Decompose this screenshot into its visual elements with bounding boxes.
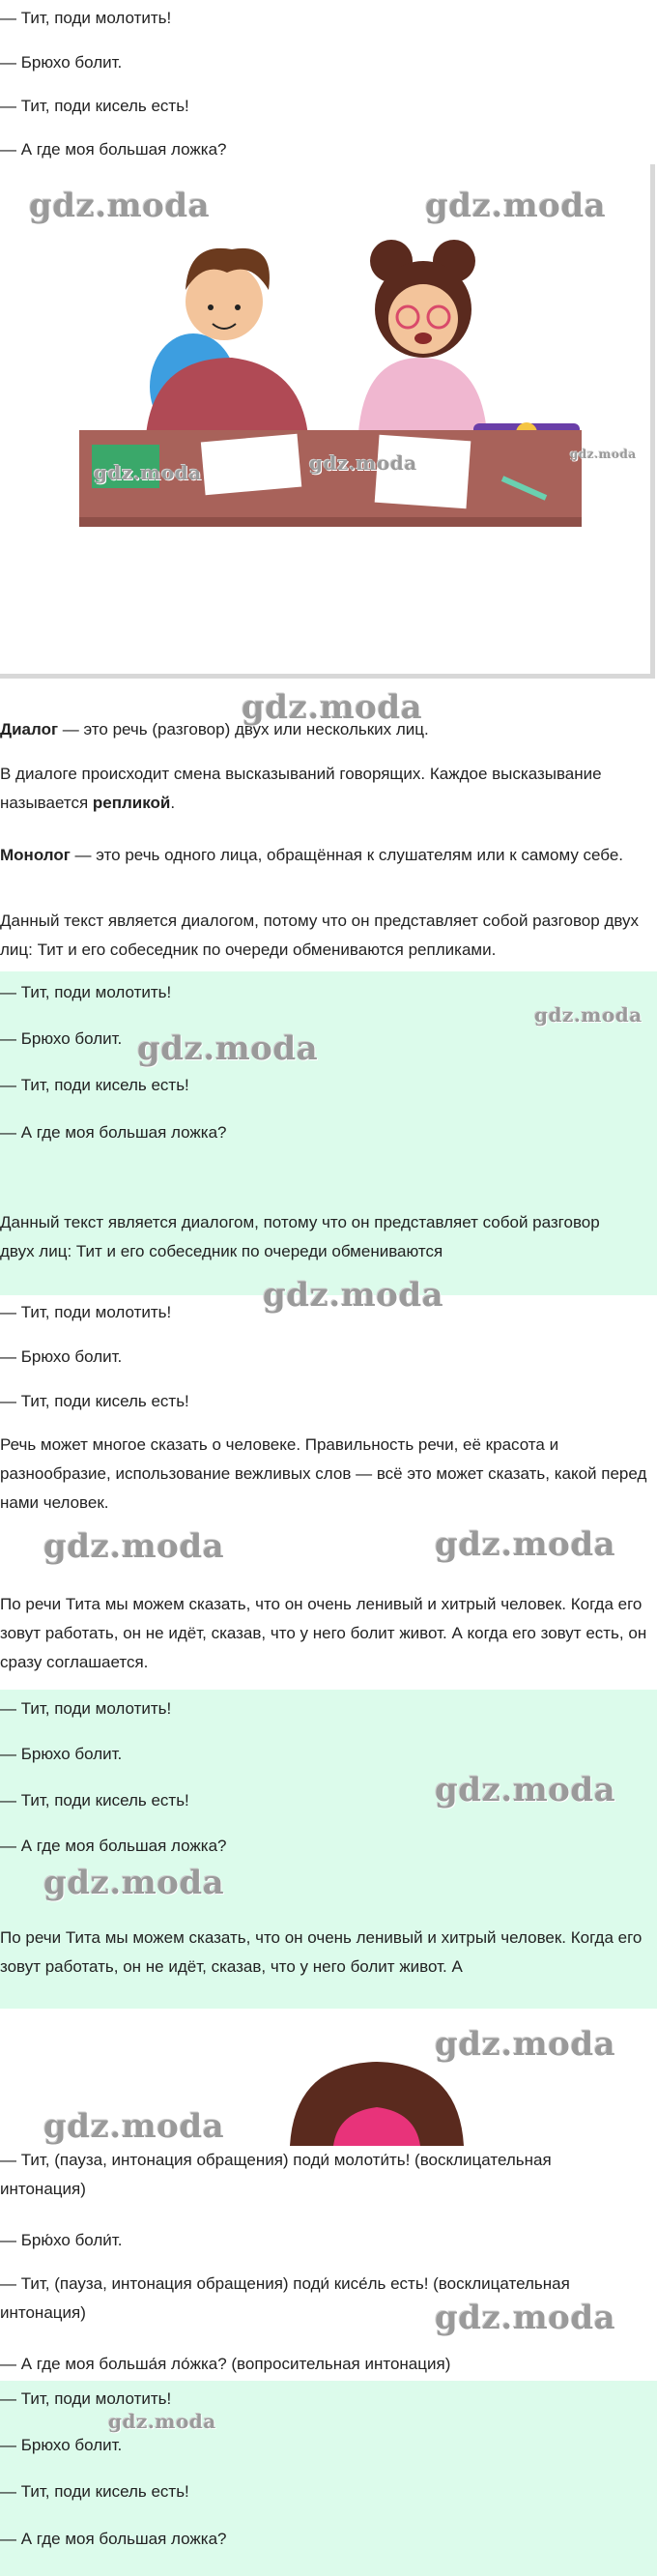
watermark: gdz.moda [309,451,417,475]
intro-line-1: — Тит, поди молотить! [0,9,172,27]
intonation-line-4: — А где моя больша́я ло́жка? (вопросительная интонация) [0,2355,451,2373]
illustration-frame [0,164,655,679]
intonation-line-3: — Тит, (пауза, интонация обращения) поди́ кисе́ль есть! (восклицательная интонация) [0,2274,570,2322]
watermark: gdz.moda [263,1276,444,1315]
tit-paragraph: По речи Тита мы можем сказать, что он очень ленивый и хитрый человек. Когда его зовут работать, он не идёт, сказав, что у него болит живот. А когда его зовут есть, он сразу соглашается. [0,1595,647,1671]
green1-line-1: — Тит, поди молотить! [0,983,172,1001]
watermark: gdz.moda [435,1525,616,1564]
children-at-desk-illustration [0,164,647,672]
green2-line-1: — Тит, поди молотить! [0,1699,172,1718]
replica-text: В диалоге происходит смена высказываний говорящих. Каждое высказывание называется [0,765,602,812]
watermark: gdz.moda [435,1771,616,1809]
monolog-def-text: — это речь одного лица, обращённая к слушателям или к самому себе. [70,846,624,864]
green3-line-4: — А где моя большая ложка? [0,2530,227,2548]
replica-definition [0,760,647,818]
watermark: gdz.moda [137,1029,319,1068]
green3-line-3: — Тит, поди кисель есть! [0,2482,189,2501]
watermark: gdz.moda [108,2410,216,2433]
watermark: gdz.moda [29,187,211,225]
watermark: gdz.moda [94,461,202,484]
intonation-line-2: — Брю́хо боли́т. [0,2231,123,2249]
replica-term: репликой [92,793,171,812]
mid-line-1: — Тит, поди молотить! [0,1303,172,1321]
intro-line-4: — А где моя большая ложка? [0,140,227,159]
speech-paragraph: Речь может многое сказать о человеке. Правильность речи, её красота и разнообразие, использование вежливых слов — всё это может сказать, какой перед нами человек. [0,1435,647,1512]
watermark: gdz.moda [43,1864,225,1902]
green1-line-4: — А где моя большая ложка? [0,1123,227,1142]
watermark: gdz.moda [242,688,423,727]
watermark: gdz.moda [570,448,637,461]
green2-line-3: — Тит, поди кисель есть! [0,1791,189,1809]
green2-answer: По речи Тита мы можем сказать, что он очень ленивый и хитрый человек. Когда его зовут работать, он не идёт, сказав, что у него болит живот. А [0,1928,643,1976]
mid-line-3: — Тит, поди кисель есть! [0,1392,189,1410]
green2-line-4: — А где моя большая ложка? [0,1837,227,1855]
green1-line-2: — Брюхо болит. [0,1029,123,1048]
watermark: gdz.moda [43,1527,225,1566]
replica-end: . [170,793,176,812]
green3-line-2: — Брюхо болит. [0,2436,123,2454]
watermark: gdz.moda [435,2299,616,2337]
green3-line-1: — Тит, поди молотить! [0,2389,172,2408]
watermark: gdz.moda [435,2025,616,2064]
watermark: gdz.moda [425,187,607,225]
dialog-def-text: — это речь (разговор) двух или нескольких лиц. [58,720,429,738]
green2-line-2: — Брюхо болит. [0,1745,123,1763]
monolog-definition [0,841,628,870]
watermark: gdz.moda [534,1003,643,1027]
watermark: gdz.moda [43,2107,225,2146]
intro-line-3: — Тит, поди кисель есть! [0,97,189,115]
dialog-term: Диалог [0,720,59,738]
intro-line-2: — Брюхо болит. [0,53,123,72]
monolog-term: Монолог [0,846,71,864]
mid-line-2: — Брюхо болит. [0,1347,123,1366]
intonation-line-1: — Тит, (пауза, интонация обращения) поди́ молоти́ть! (восклицательная интонация) [0,2151,552,2198]
girl-head-partial-image [280,2054,473,2146]
green1-line-3: — Тит, поди кисель есть! [0,1076,189,1094]
green1-answer: Данный текст является диалогом, потому что он представляет собой разговор двух лиц: Тит и его собеседник по очереди обмениваются [0,1213,600,1260]
answer-paragraph-1: Данный текст является диалогом, потому что он представляет собой разговор двух лиц: Тит и его собеседник по очереди обмениваются репликами. [0,912,640,959]
